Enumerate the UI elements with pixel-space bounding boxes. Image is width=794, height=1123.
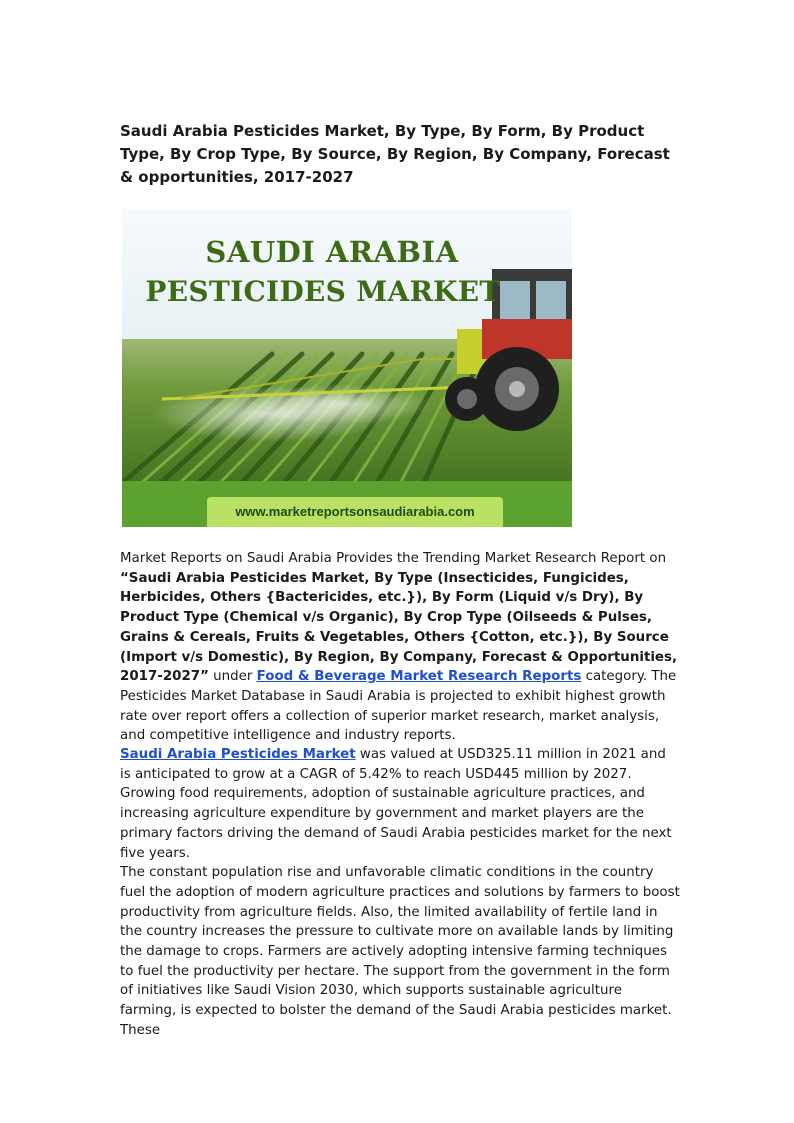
intro-text: Market Reports on Saudi Arabia Provides the Trending Market Research Report on bbox=[120, 551, 667, 566]
category-link[interactable]: Food & Beverage Market Research Reports bbox=[256, 669, 582, 685]
market-link[interactable]: Saudi Arabia Pesticides Market bbox=[120, 747, 356, 762]
market-text-1: was valued at USD325.11 million in 2021 and is anticipated to grow at a CAGR of 5.42% to reach USD445 million by 2027. Growing food requirements, adoption of sustainable agriculture practices, and increasing agriculture expenditure by government and market players are the primary factors driving the demand of Saudi Arabia pesticides market for the next five years. bbox=[120, 747, 672, 861]
banner-title-line1: SAUDI ARABIA bbox=[205, 235, 459, 269]
banner-title-line2: PESTICIDES MARKET bbox=[145, 275, 501, 308]
banner-image bbox=[122, 209, 572, 527]
intro-paragraph bbox=[120, 549, 680, 746]
market-text-2: The constant population rise and unfavorable climatic conditions in the country fuel the adoption of modern agriculture practices and solutions by farmers to boost productivity from agriculture fields. Also, the limited availability of fertile land in the country increases the pressure to cultivate more on available lands by limiting the damage to crops. Farmers are actively adopting intensive farming techniques to fuel the productivity per hectare. The support from the government in the form of initiatives like Saudi Vision 2030, which supports sustainable agriculture farming, is expected to bolster the demand of the Saudi Arabia pesticides market. These bbox=[120, 865, 680, 1038]
page-title: Saudi Arabia Pesticides Market, By Type, By Form, By Product Type, By Crop Type, By Source, By Region, By Company, Forecast & opportunities, 2017-2027 bbox=[120, 122, 670, 186]
intro-rest-text: category. The Pesticides Market Database in Saudi Arabia is projected to exhibit highest growth rate over report offers a collection of superior market research, market analysis, and competitive intelligence and industry reports. bbox=[120, 669, 677, 744]
under-text: under bbox=[208, 669, 257, 685]
banner-website: www.marketreportsonsaudiarabia.com bbox=[235, 504, 475, 519]
report-title: “Saudi Arabia Pesticides Market, By Type (Insecticides, Fungicides, Herbicides, Others {Bactericides, etc.}), By Form (Liquid v/s Dry), By Product Type (Chemical v/s Organic), By Crop Type (Oilseeds & Pulses, Grains & Cereals, Fruits & Vegetables, Others {Cotton, etc.}), By Source (Import v/s Domestic), By Region, By Company, Forecast & Opportunities, 2017-2027” bbox=[120, 570, 678, 685]
market-paragraph bbox=[120, 745, 680, 1041]
